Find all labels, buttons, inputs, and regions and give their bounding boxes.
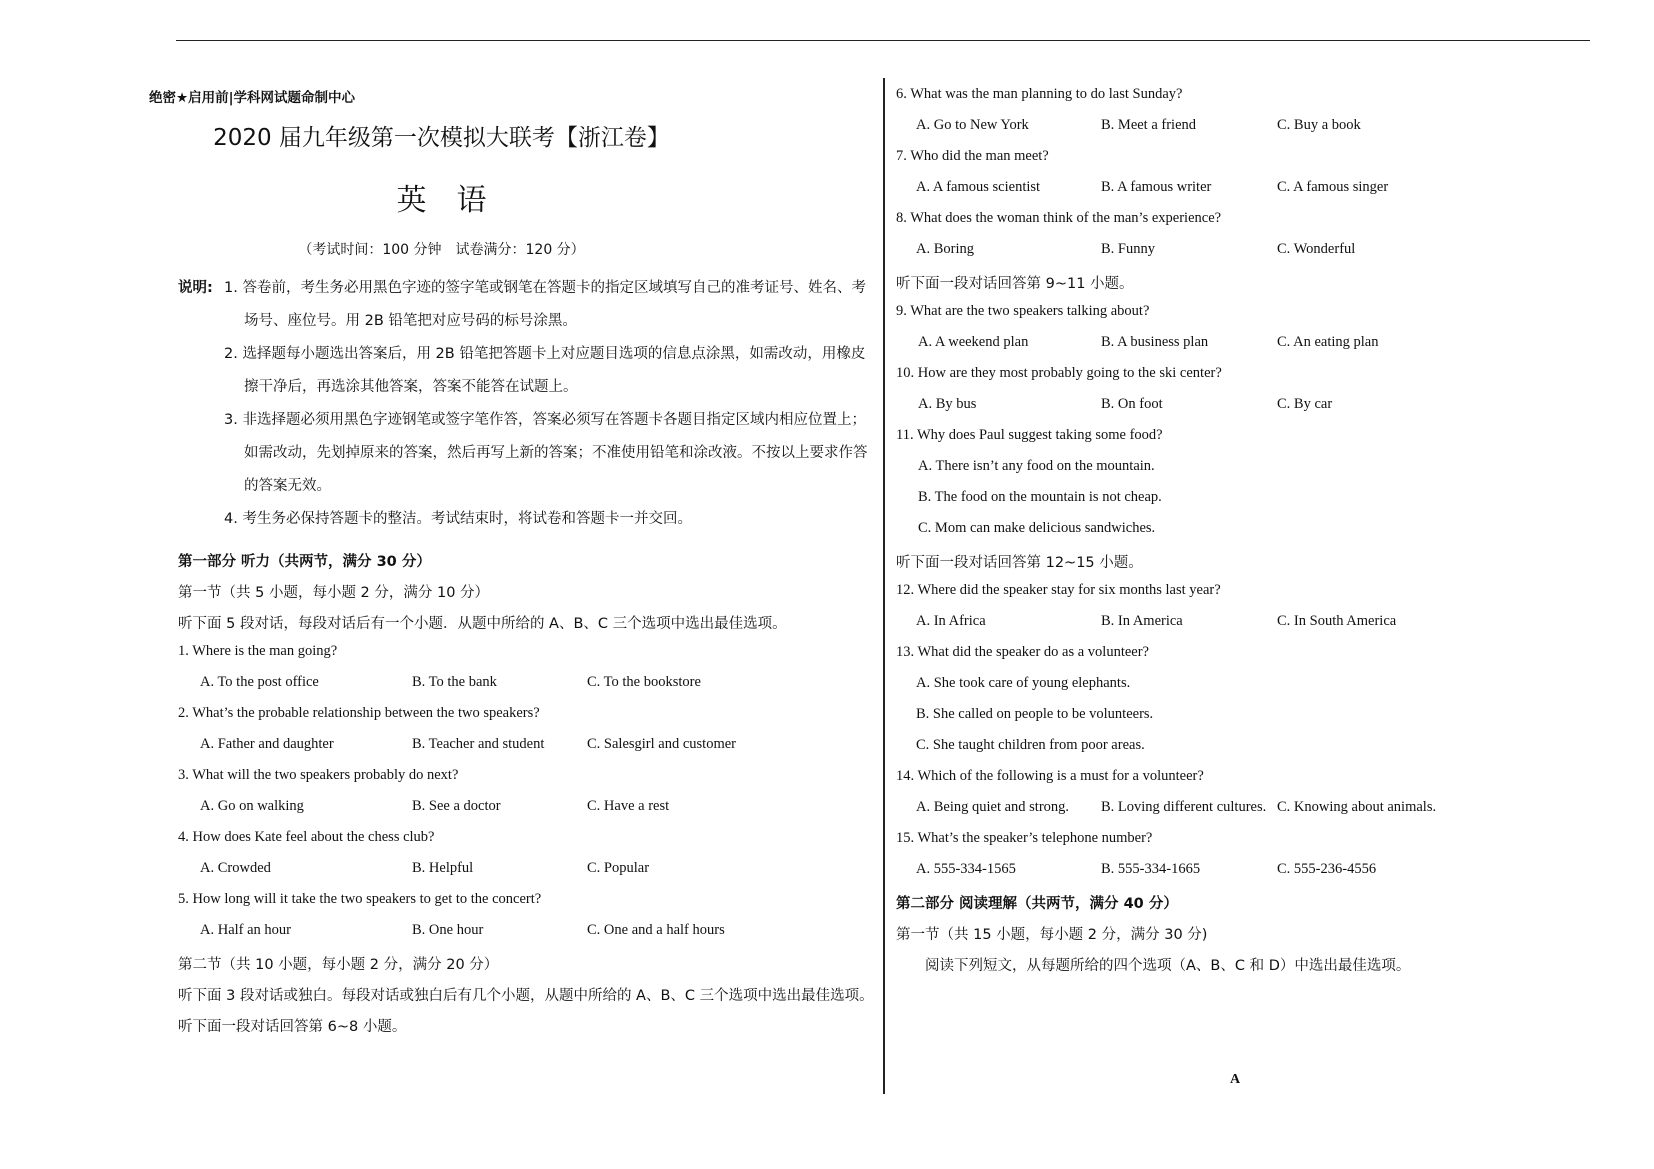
instruction-item: 3. 非选择题必须用黑色字迹钢笔或签字笔作答，答案必须写在答题卡各题目指定区域内相应位置上；如需改动，先划掉原来的答案，然后再写上新的答案；不准使用铅笔和涂改液。不按以上要求作答的答案无效。 [224, 412, 868, 494]
instructions-label: 说明: [178, 280, 213, 296]
option-c: C. 555-236-4556 [1277, 861, 1377, 877]
option-c: C. To the bookstore [587, 674, 701, 690]
option-c: C. Buy a book [1277, 117, 1361, 133]
option-c: C. In South America [1277, 613, 1397, 629]
exam-title: 2020 届九年级第一次模拟大联考【浙江卷】 [213, 125, 670, 151]
question-2: 2. What’s the probable relationship between the two speakers? [178, 705, 540, 721]
option-a: A. Go to New York [916, 117, 1029, 133]
option-b: B. Helpful [412, 860, 474, 876]
option-b: B. See a doctor [412, 798, 501, 814]
part1-section1: 第一节（共 5 小题，每小题 2 分，满分 10 分） [178, 585, 490, 601]
question-10: 10. How are they most probably going to the ski center? [896, 365, 1222, 381]
option-a: A. Father and daughter [200, 736, 334, 752]
part1-section2-instructions: 听下面 3 段对话或独白。每段对话或独白后有几个小题，从题中所给的 A、B、C 三个选项中选出最佳选项。 [178, 988, 874, 1004]
option-b: B. She called on people to be volunteers. [916, 706, 1154, 722]
option-b: B. On foot [1101, 396, 1163, 412]
option-c: C. By car [1277, 396, 1333, 412]
question-11: 11. Why does Paul suggest taking some food? [896, 427, 1163, 443]
question-15: 15. What’s the speaker’s telephone number? [896, 830, 1153, 846]
option-b: B. Loving different cultures. [1101, 799, 1267, 815]
option-a: A. Being quiet and strong. [916, 799, 1070, 815]
option-b: B. Funny [1101, 241, 1155, 257]
part2-heading: 第二部分 阅读理解（共两节，满分 40 分） [896, 896, 1178, 912]
instructions [178, 272, 868, 536]
option-a: A. By bus [918, 396, 977, 412]
option-c: C. Popular [587, 860, 650, 876]
option-a: A. In Africa [916, 613, 986, 629]
option-a: A. There isn’t any food on the mountain. [918, 458, 1155, 474]
dialog-9-11-note: 听下面一段对话回答第 9~11 小题。 [896, 276, 1134, 292]
question-6: 6. What was the man planning to do last Sunday? [896, 86, 1183, 102]
option-a: A. Crowded [200, 860, 271, 876]
part2-instructions: 阅读下列短文，从每题所给的四个选项（A、B、C 和 D）中选出最佳选项。 [925, 958, 1411, 974]
option-a: A. A weekend plan [918, 334, 1029, 350]
top-rule [176, 40, 1590, 41]
confidential-note: 绝密★启用前|学科网试题命制中心 [149, 90, 356, 106]
question-8: 8. What does the woman think of the man’s experience? [896, 210, 1222, 226]
passage-label: A [1230, 1072, 1241, 1087]
option-b: B. A famous writer [1101, 179, 1212, 195]
dialog-12-15-note: 听下面一段对话回答第 12~15 小题。 [896, 555, 1143, 571]
option-c: C. Salesgirl and customer [587, 736, 737, 752]
option-a: A. Boring [916, 241, 974, 257]
part1-heading: 第一部分 听力（共两节，满分 30 分） [178, 554, 431, 570]
option-c: C. Wonderful [1277, 241, 1356, 257]
question-12: 12. Where did the speaker stay for six months last year? [896, 582, 1221, 598]
part1-section1-instructions: 听下面 5 段对话，每段对话后有一个小题．从题中所给的 A、B、C 三个选项中选出最佳选项。 [178, 616, 787, 632]
option-b: B. Teacher and student [412, 736, 545, 752]
instruction-item: 1. 答卷前，考生务必用黑色字迹的签字笔或钢笔在答题卡的指定区域填写自己的准考证号、姓名、考场号、座位号。用 2B 铅笔把对应号码的标号涂黑。 [224, 280, 866, 329]
question-4: 4. How does Kate feel about the chess club? [178, 829, 435, 845]
option-b: B. The food on the mountain is not cheap. [918, 489, 1162, 505]
part1-section2: 第二节（共 10 小题，每小题 2 分，满分 20 分） [178, 957, 499, 973]
question-1: 1. Where is the man going? [178, 643, 338, 659]
option-a: A. A famous scientist [916, 179, 1041, 195]
option-a: A. She took care of young elephants. [916, 675, 1131, 691]
option-b: B. Meet a friend [1101, 117, 1197, 133]
option-c: C. Mom can make delicious sandwiches. [918, 520, 1156, 536]
option-a: A. Go on walking [200, 798, 304, 814]
question-7: 7. Who did the man meet? [896, 148, 1049, 164]
option-c: C. An eating plan [1277, 334, 1379, 350]
instruction-item: 4. 考生务必保持答题卡的整洁。考试结束时，将试卷和答题卡一并交回。 [224, 511, 692, 527]
question-9: 9. What are the two speakers talking about? [896, 303, 1150, 319]
option-a: A. 555-334-1565 [916, 861, 1016, 877]
dialog-6-8-note: 听下面一段对话回答第 6~8 小题。 [178, 1019, 407, 1035]
instruction-item: 2. 选择题每小题选出答案后，用 2B 铅笔把答题卡上对应题目选项的信息点涂黑，如需改动，用橡皮擦干净后，再选涂其他答案，答案不能答在试题上。 [224, 346, 866, 395]
question-3: 3. What will the two speakers probably do next? [178, 767, 459, 783]
option-b: B. One hour [412, 922, 484, 938]
question-14: 14. Which of the following is a must for a volunteer? [896, 768, 1204, 784]
exam-info: （考试时间：100 分钟 试卷满分：120 分） [298, 242, 585, 258]
column-divider [883, 78, 885, 1094]
option-c: C. She taught children from poor areas. [916, 737, 1145, 753]
option-c: C. Knowing about animals. [1277, 799, 1437, 815]
option-b: B. A business plan [1101, 334, 1209, 350]
option-b: B. To the bank [412, 674, 497, 690]
option-c: C. One and a half hours [587, 922, 725, 938]
question-13: 13. What did the speaker do as a volunteer? [896, 644, 1149, 660]
option-a: A. Half an hour [200, 922, 292, 938]
question-5: 5. How long will it take the two speakers to get to the concert? [178, 891, 542, 907]
option-c: C. Have a rest [587, 798, 670, 814]
option-a: A. To the post office [200, 674, 319, 690]
option-c: C. A famous singer [1277, 179, 1389, 195]
option-b: B. In America [1101, 613, 1183, 629]
part2-section1: 第一节（共 15 小题，每小题 2 分，满分 30 分) [896, 927, 1208, 943]
option-b: B. 555-334-1665 [1101, 861, 1201, 877]
subject-title: 英语 [396, 183, 517, 218]
